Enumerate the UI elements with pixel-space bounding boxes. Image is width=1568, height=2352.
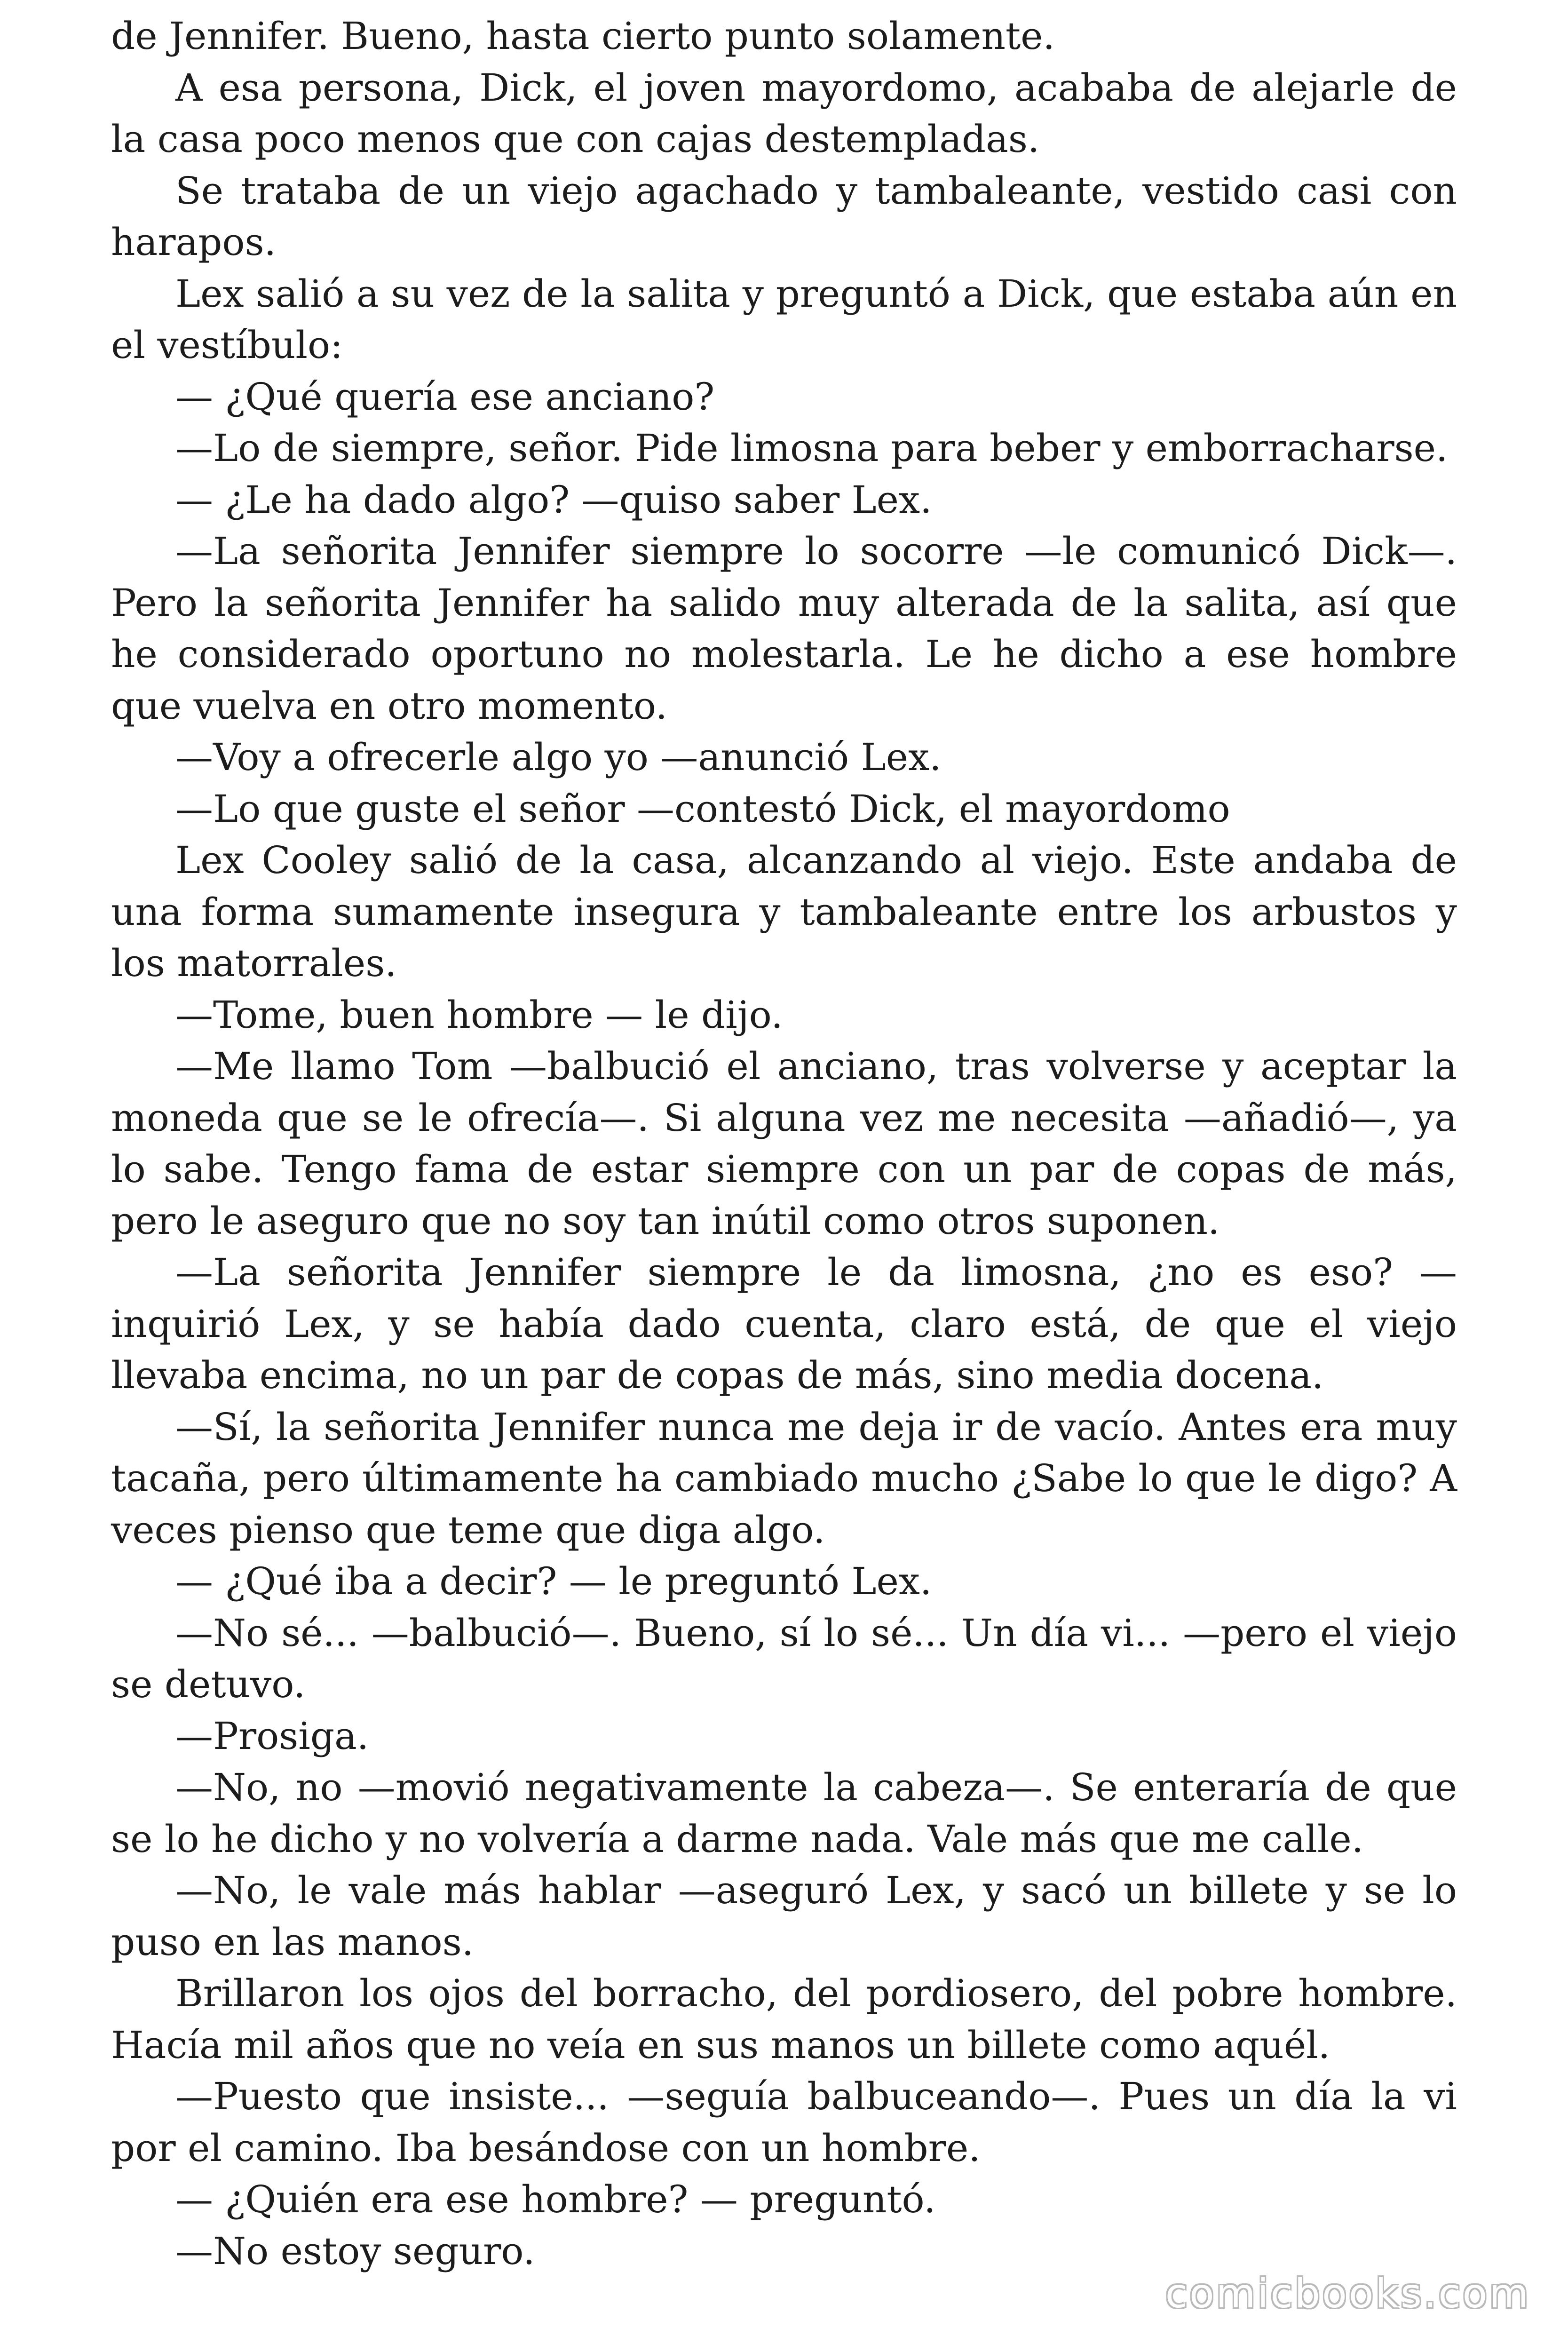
paragraph: de Jennifer. Bueno, hasta cierto punto solamente.: [111, 14, 1055, 58]
paragraph: Lex Cooley salió de la casa, alcanzando al viejo. Este andaba de una forma sumamente insegura y tambaleante entre los arbustos y los matorrales.: [111, 838, 1457, 985]
paragraph: —Voy a ofrecerle algo yo —anunció Lex.: [175, 735, 942, 779]
paragraph: —La señorita Jennifer siempre lo socorre —le comunicó Dick—. Pero la señorita Jennifer ha salido muy alterada de la salita, así que he considerado oportuno no molestarla. Le he dicho a ese hombre que vuelva en otro momento.: [111, 529, 1457, 728]
paragraph: —No, no —movió negativamente la cabeza—. Se enteraría de que se lo he dicho y no volvería a darme nada. Vale más que me calle.: [111, 1765, 1457, 1861]
paragraph: —Puesto que insiste... —seguía balbuceando—. Pues un día la vi por el camino. Iba besándose con un hombre.: [111, 2074, 1457, 2170]
paragraph: A esa persona, Dick, el joven mayordomo, acababa de alejarle de la casa poco menos que con cajas destempladas.: [111, 65, 1457, 161]
paragraph: — ¿Quién era ese hombre? — preguntó.: [175, 2177, 936, 2221]
paragraph: — ¿Qué iba a decir? — le preguntó Lex.: [175, 1559, 932, 1603]
paragraph: —Lo que guste el señor —contestó Dick, el mayordomo: [175, 787, 1230, 831]
paragraph: —Tome, buen hombre — le dijo.: [175, 993, 783, 1037]
watermark: comicbooks.com: [1165, 2270, 1530, 2317]
paragraph: —La señorita Jennifer siempre le da limosna, ¿no es eso? — inquirió Lex, y se había dado cuenta, claro está, de que el viejo llevaba encima, no un par de copas de más, sino media docena.: [111, 1250, 1457, 1397]
paragraph: Brillaron los ojos del borracho, del pordiosero, del pobre hombre. Hacía mil años que no veía en sus manos un billete como aquél.: [111, 1971, 1457, 2067]
paragraph: — ¿Le ha dado algo? —quiso saber Lex.: [175, 477, 932, 522]
text-body: [111, 10, 1457, 2277]
paragraph: Se trataba de un viejo agachado y tambaleante, vestido casi con harapos.: [111, 168, 1457, 264]
paragraph: —Prosiga.: [175, 1714, 369, 1758]
paragraph: —Lo de siempre, señor. Pide limosna para beber y emborracharse.: [175, 426, 1448, 470]
paragraph: —Sí, la señorita Jennifer nunca me deja ir de vacío. Antes era muy tacaña, pero últimamente ha cambiado mucho ¿Sabe lo que le digo? A veces pienso que teme que diga algo.: [111, 1405, 1457, 1552]
paragraph: — ¿Qué quería ese anciano?: [175, 374, 715, 419]
paragraph: —No sé... —balbució—. Bueno, sí lo sé... Un día vi... —pero el viejo se detuvo.: [111, 1611, 1457, 1706]
paragraph: —No, le vale más hablar —aseguró Lex, y sacó un billete y se lo puso en las manos.: [111, 1868, 1457, 1964]
paragraph: —Me llamo Tom —balbució el anciano, tras volverse y aceptar la moneda que se le ofrecía—. Si alguna vez me necesita —añadió—, ya lo sabe. Tengo fama de estar siempre con un par de copas de más, pero le aseguro que no soy tan inútil como otros suponen.: [111, 1044, 1457, 1243]
paragraph: —No estoy seguro.: [175, 2229, 535, 2273]
paragraph: Lex salió a su vez de la salita y preguntó a Dick, que estaba aún en el vestíbulo:: [111, 271, 1457, 367]
